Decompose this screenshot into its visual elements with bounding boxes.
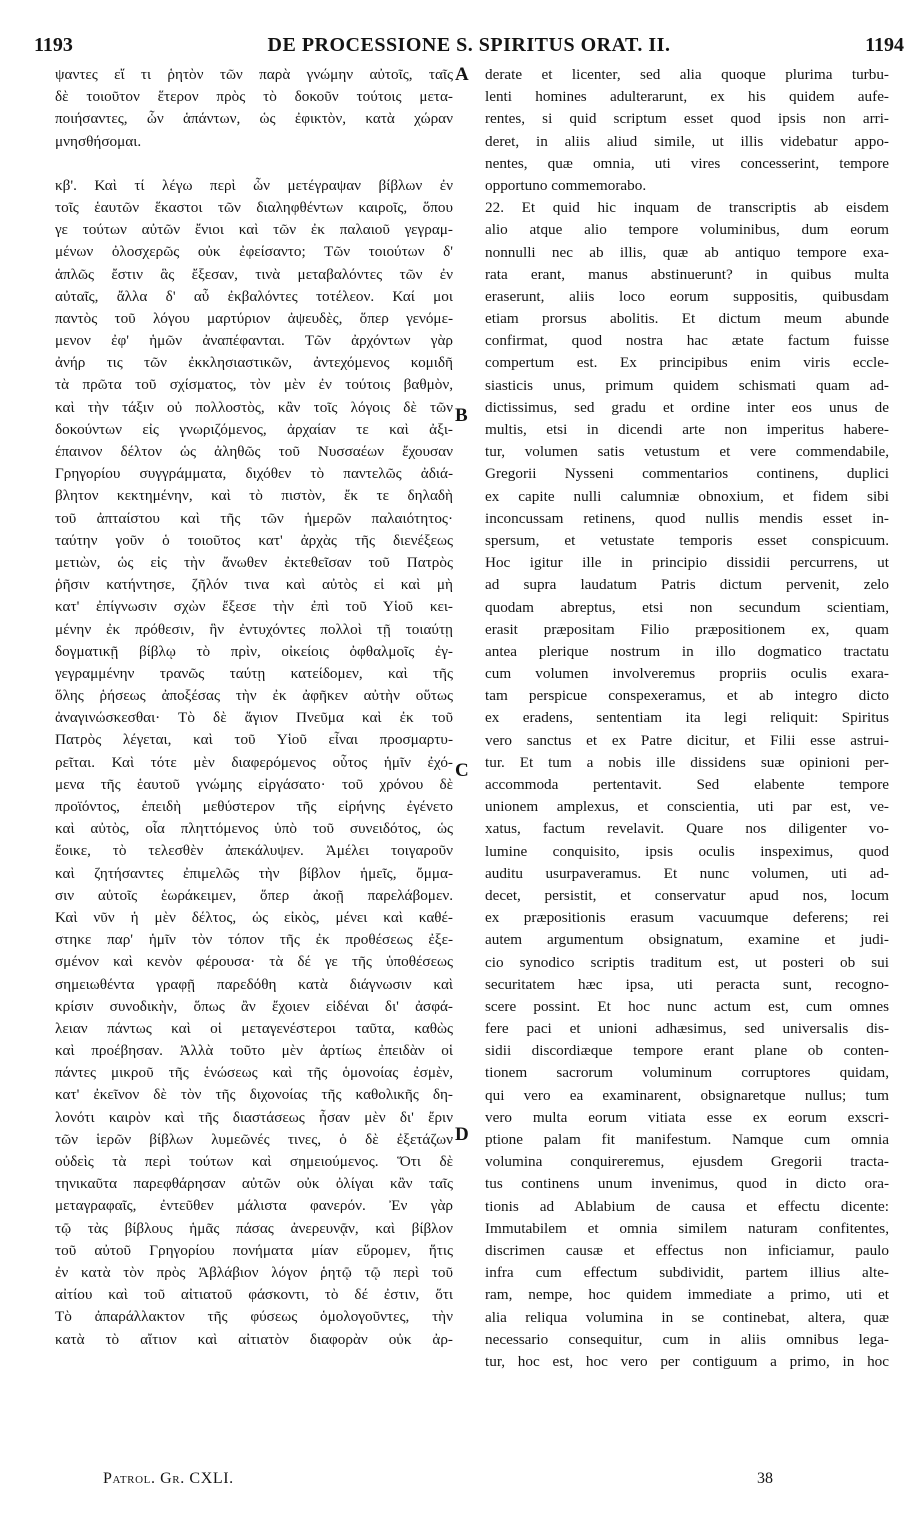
- text-line: τοῦ αὐτοῦ Γρηγορίου πονήματα μίαν εὕρομεν, ἥτις: [55, 1241, 453, 1259]
- text-line: δὲ τοιοῦτον ἕτερον πρὸς τὸ δοκοῦν τούτοις μετα-: [55, 88, 453, 106]
- text-line: ρεῖται. Καὶ τότε μὲν διαφερόμενος οὗτος ἡμῖν ἐχό-: [55, 753, 453, 771]
- running-header: [34, 32, 904, 58]
- text-line: κρίσιν συνοδικὴν, ὅπως ἂν ἔχοιεν εἰδέναι δι' ἀσφά-: [55, 997, 453, 1015]
- text-line: καὶ αὐτὸς, οἷα πληττόμενος ὑπὸ τοῦ συνειδότος, ὡς: [55, 820, 453, 838]
- text-line: κατ' ἐκεῖνον δὲ τὸν τῆς διχονοίας τῆς καθολικῆς δη-: [55, 1086, 453, 1104]
- text-line: μετιὼν, ὡς εἰς τὴν ἄνωθεν ἐκτεθεῖσαν τοῦ Πατρὸς: [55, 553, 453, 571]
- text-line: siasticis unus, primum quidem schismati quam ad-: [485, 376, 889, 394]
- text-line: τοῦ ἀπταίστου καὶ τῆς τῶν ἡμερῶν παλαιότητος·: [55, 509, 453, 527]
- text-line: μένων ὀλοσχερῶς οὐκ ἐφείσαντο; Τῶν τοιούτων δ': [55, 243, 453, 261]
- text-line: etiam prorsus abolitis. Et dictum meum abunde: [485, 310, 889, 328]
- text-line: Γρηγορίου συγγράμματα, διχόθεν τὸ παντελῶς ἀδιά-: [55, 465, 453, 483]
- text-line: τῷ τὰς βίβλους ἡμᾶς πάσας ἀνερευνᾷν, καὶ βίβλον: [55, 1219, 453, 1237]
- text-line: auditu usurpaveramus. Et nunc volumen, uti ad-: [485, 864, 889, 882]
- paragraph-gap: [55, 153, 453, 175]
- text-line: έπαινον δέλτον ὡς ἀληθῶς τοῦ Νυσσαέων ἔχουσαν: [55, 443, 453, 460]
- text-line: lenti homines adulterarunt, ex his quidem aufe-: [485, 88, 889, 106]
- running-title: DE PROCESSIONE S. SPIRITUS ORAT. II.: [267, 34, 671, 56]
- text-line: ἀνήρ τις τῶν ἐκκλησιαστικῶν, ἀντεχόμενος κομιδῆ: [55, 354, 453, 372]
- text-line: sidii discordiæque tempore erant plane ob conten-: [485, 1042, 889, 1060]
- text-line: qui vero ea examinarent, obsignaretque nullus; tum: [485, 1086, 889, 1104]
- text-line: σημειωθέντα γραφῇ παρεδόθη κατὰ διάγνωσιν καὶ: [55, 975, 453, 993]
- text-line: σμένον καὶ κενὸν φέρουσα· τὰ δέ γε τῆς ὑποθέσεως: [55, 953, 453, 971]
- text-line: vero multa eorum vitiata esse ex eorum exscri-: [485, 1108, 889, 1126]
- text-line: οὐδεὶς τὰ περὶ τούτων καὶ σημειούμενος. Ὅτι δὲ: [55, 1153, 453, 1170]
- section-marker-b: B: [455, 405, 468, 426]
- text-line: dictissimus, sed gradu et ordine inter eos unus de: [485, 398, 889, 416]
- text-line: tam perspicue conspexeramus, et ab integro dicto: [485, 687, 889, 705]
- text-line: Τὸ ἀπαράλλακτον τῆς φύσεως ὁμολογοῦντες, τὴν: [55, 1308, 453, 1326]
- text-line: μενα τῆς ἑαυτοῦ γνώμης εἰργάσατο· τοῦ χρόνου δὲ: [55, 775, 453, 793]
- section-marker-d: D: [455, 1124, 469, 1145]
- text-line: Πατρὸς λέγεται, καὶ τοῦ Υἱοῦ εἶναι προσμαρτυ-: [55, 731, 453, 749]
- text-line: ἐν κατὰ τὸν πρὸς Ἀβλάβιον λόγον ῥητῷ τῷ περὶ τοῦ: [55, 1263, 453, 1281]
- text-line: infra cum effectum subdividit, partem illius alte-: [485, 1264, 889, 1282]
- text-line: ποιήσαντες, ὧν ἁπάντων, ὡς ἐφικτὸν, κατὰ χώραν: [55, 110, 453, 128]
- text-line: πάντες μικροῦ τῆς ἑνώσεως καὶ τῆς ὁμονοίας ἐσμὲν,: [55, 1064, 453, 1082]
- text-line: antea plerique nostrum in illo dogmatico tractatu: [485, 642, 889, 660]
- text-line: μνησθήσομαι.: [55, 132, 142, 150]
- text-line: Καὶ νῦν ἡ μὲν δέλτος, ὡς εἰκὸς, μένει καὶ καθέ-: [55, 908, 453, 926]
- text-line: μενον ἐφ' ἡμῶν ἀναπέφανται. Τῶν ἀρχόντων γὰρ: [55, 332, 453, 350]
- text-line: erasit præpositam Filio præpositionem ex, quam: [485, 620, 889, 638]
- text-line: decet, persistit, et conservatur apud nos, locum: [485, 886, 889, 904]
- text-line: opportuno commemorabo.: [485, 176, 647, 194]
- text-line: γε τούτων αὐτῶν ἔνιοι καὶ τῶν ἐκ παλαιοῦ γεγραμ-: [55, 221, 453, 239]
- latin-text-column: [485, 64, 889, 1373]
- section-marker-c: C: [455, 760, 469, 781]
- text-line: αὐταῖς, ἄλλα δ' αὖ ἐκβαλόντες τοτέλεον. Καί μοι: [55, 287, 453, 305]
- text-line: ψαντες εἴ τι ῥητὸν τῶν παρὰ γνώμην αὐτοῖς, ταῖς: [55, 66, 453, 83]
- text-line: σιν αὐτοῖς ἑωράκειμεν, ὅπερ ἀκοῇ παρελάβομεν.: [55, 886, 453, 904]
- text-line: παντὸς τοῦ λόγου μαρτύριον ἀψευδὲς, ὅπερ γενόμε-: [55, 309, 453, 327]
- text-line: προϊόντος, ἐπειδὴ μεθύστερον τῆς εἰρήνης ἐγένετο: [55, 798, 453, 815]
- text-line: vero sanctus et ex Patre dicitur, et Filii esse astrui-: [485, 731, 889, 749]
- text-line: multis, etsi in dicendi arte non imperitus habere-: [485, 421, 889, 438]
- text-line: nonnulli nec ab illis, quæ ab antiquo tempore exa-: [485, 243, 889, 261]
- text-line: deret, in aliis aliud simile, ut illis videbatur appo-: [485, 132, 889, 150]
- text-line: confirmat, quod nostra hac ætate factum fuisse: [485, 332, 889, 350]
- text-line: ῥῆσιν κατήντησε, ζῆλόν τινα καὶ αὐτὸς εἰ καὶ μὴ: [55, 576, 453, 594]
- text-line: tur. Et tum a nobis ille dissidens suæ opinioni per-: [485, 753, 889, 771]
- text-line: ταύτην γοῦν ὁ τοιοῦτος κατ' ἀρχὰς τῆς διενέξεως: [55, 531, 453, 549]
- text-line: cio synodico scriptis traditum est, ut posteri ob sui: [485, 953, 889, 971]
- text-line: Gregorii Nysseni commentarios continens, duplici: [485, 465, 889, 483]
- text-line: κατὰ τὸ αἴτιον καὶ αἰτιατὸν διαφορὰν οὐκ ἀρ-: [55, 1330, 453, 1348]
- text-line: rentes, si quid scriptum esset quod ipsis non arri-: [485, 110, 889, 128]
- text-line: tur, volumen satis vetustum et vere commendabile,: [485, 443, 889, 461]
- text-line: volumina conquireremus, ejusdem Gregorii tracta-: [485, 1153, 889, 1171]
- greek-text-column: [55, 64, 453, 1351]
- text-line: inconcussam retinens, quod nullis mendis esset in-: [485, 509, 889, 527]
- text-line: 22. Et quid hic inquam de transcriptis ab eisdem: [485, 199, 889, 217]
- text-line: γεγραμμένην τρανῶς ταύτῃ κατείδομεν, καὶ τῆς: [55, 664, 453, 682]
- text-line: ram, nempe, hoc quidem immediate a primo, uti et: [485, 1286, 889, 1304]
- text-line: ἔοικε, τὸ τελεσθὲν ἀπεκάλυψεν. Ἀμέλει τοιγαροῦν: [55, 842, 453, 860]
- text-line: alia reliqua volumina in se continebat, altera, quæ: [485, 1308, 889, 1326]
- text-line: Hoc igitur ille in principio dissidii percurrens, ut: [485, 554, 889, 572]
- text-line: λειαν πάντως καὶ οἱ μεταγενέστεροι ταῦτα, καθὼς: [55, 1019, 453, 1037]
- text-line: lumine conquisito, ipsis oculis inspeximus, quod: [485, 842, 889, 860]
- text-line: tionem sacrorum voluminum corruptores quidam,: [485, 1064, 889, 1082]
- text-line: compertum est. Ex principibus enim viris eccle-: [485, 354, 889, 372]
- text-line: κβ'. Καὶ τί λέγω περὶ ὧν μετέγραψαν βίβλων ἐν: [55, 176, 453, 194]
- text-line: δοκούντων εἰς γνωριζόμενος, ἀρχαίαν τε καὶ ἀξι-: [55, 420, 453, 438]
- text-line: δογματικῇ βίβλῳ τὸ πρὶν, οἰκείοις ὀφθαλμοῖς ἐγ-: [55, 642, 453, 660]
- text-line: λονότι καιρὸν καὶ τῆς διαστάσεως ἦσαν μὲν δι' ἔριν: [55, 1108, 453, 1126]
- text-line: βλητον κεκτημένην, καὶ τὸ πιστὸν, ἔκ τε δηλαδὴ: [55, 487, 453, 505]
- text-line: eraserunt, aliis loco eorum suppositis, quibusdam: [485, 287, 889, 305]
- text-line: necessario consequitur, cum in aliis omnibus lega-: [485, 1330, 889, 1348]
- text-line: ptione palam fit manifestum. Namque cum omnia: [485, 1131, 889, 1148]
- text-line: τοῖς ἑαυτῶν ἕκαστοι τῶν διαληφθέντων καιροῖς, ὅπου: [55, 198, 453, 216]
- text-line: ad supra laudatum Patris dictum pervenit, zelo: [485, 576, 889, 594]
- text-line: scere possint. Et hoc nunc actum est, cum omnes: [485, 997, 889, 1015]
- text-line: μεταγραφαῖς, ἐντεῦθεν μάλιστα φανερόν. Ἐν γὰρ: [55, 1197, 453, 1215]
- text-line: fere paci et unioni adhæsimus, sed universalis dis-: [485, 1020, 889, 1038]
- page-number-left: 1193: [34, 34, 73, 56]
- text-line: accommoda pertentavit. Sed elabente tempore: [485, 776, 889, 793]
- text-line: autem argumentum obsignatum, examine et judi-: [485, 931, 889, 949]
- text-line: quodam abreptus, etsi non secundum scientiam,: [485, 598, 889, 616]
- text-line: rata erant, manus abstinuerunt? in quibus multa: [485, 265, 889, 283]
- text-line: καὶ τὴν τάξιν οὐ πολλοστὸς, κἂν τοῖς λόγοις δὲ τῶν: [55, 398, 453, 416]
- footer-sheet-number: 38: [757, 1470, 773, 1487]
- text-line: καὶ προέβησαν. Ἀλλὰ τοῦτο μὲν ἀρτίως ἐπειδὰν οἱ: [55, 1042, 453, 1060]
- text-line: securitatem hæc ipsa, uti peracta sunt, recogno-: [485, 975, 889, 993]
- text-line: ὅλης ῥήσεως ἀποξέσας τὴν ἐκ ἀφῆκεν αὐτὴν οὕτως: [55, 687, 453, 705]
- text-line: ex capite nulli calumniæ obnoxium, et fidem sibi: [485, 487, 889, 505]
- text-line: xatus, factum revelavit. Quare nos diligenter vo-: [485, 820, 889, 838]
- text-line: ἁπλῶς ἔστιν ἃς ἔξεσαν, τινὰ μεταβαλόντες τῶν ἐν: [55, 265, 453, 283]
- text-line: ex eradens, sententiam ita legi reliquit: Spiritus: [485, 709, 889, 727]
- text-line: tionis ad Ablabium de causa et effectu dicente:: [485, 1197, 889, 1215]
- text-line: tus continens unum invenimus, quod in dicto ora-: [485, 1175, 889, 1193]
- footer-volume: Patrol. Gr. CXLI.: [103, 1470, 234, 1487]
- text-line: καὶ ζητήσαντες ἐπιμελῶς τὴν βίβλον ἡμεῖς, ὄμμα-: [55, 864, 453, 882]
- text-line: αἰτίου καὶ τοῦ αἰτιατοῦ φάσκοντι, τὸ δέ ἐστιν, ὅτι: [55, 1286, 453, 1304]
- text-line: discrimen causæ et effectus non inficiamur, paulo: [485, 1241, 889, 1259]
- text-line: μένην ἐκ πρόθεσιν, ἣν ἐντυχόντες πολλοὶ τῇ τοιαύτῃ: [55, 620, 453, 638]
- text-line: cum volumen involveremus propriis oculis exara-: [485, 665, 889, 683]
- text-line: τὰ πρῶτα τοῦ σχίσματος, τὸν μὲν ἐν τούτοις βαθμὸν,: [55, 376, 453, 394]
- text-line: Immutabilem et omnia similem naturam confitentes,: [485, 1219, 889, 1237]
- text-line: tur, hoc est, hoc vero per contiguum a primo, in hoc: [485, 1352, 889, 1370]
- text-line: στηκε παρ' ἡμῖν τὸν τόπον τῆς ἐκ προθέσεως ἐξε-: [55, 931, 453, 949]
- text-line: nentes, quæ omnia, uti vires concesserint, tempore: [485, 154, 889, 172]
- text-line: ex præpositionis erasum vacuumque deferens; rei: [485, 909, 889, 927]
- text-line: unionem amplexus, et conscientia, uti par est, ve-: [485, 798, 889, 816]
- text-line: τηνικαῦτα παρεφθάρησαν αὐτῶν οὐκ ὀλίγαι κἂν ταῖς: [55, 1175, 453, 1193]
- text-line: τῶν ἱερῶν βίβλων λυμεῶνές τινες, ὁ δὲ ἐξετάζων: [55, 1130, 453, 1148]
- text-line: ἀναγινώσκεσθαι· Τὸ δὲ ἅγιον Πνεῦμα καὶ ἐκ τοῦ: [55, 709, 453, 727]
- page-number-right: 1194: [865, 34, 904, 56]
- section-marker-a: A: [455, 64, 469, 85]
- text-line: spersum, et vetustate temporis esset conspicuum.: [485, 531, 889, 549]
- text-line: derate et licenter, sed alia quoque plurima turbu-: [485, 66, 889, 83]
- text-line: κατ' ἐπίγνωσιν σχὼν ἔξεσε τὴν ἐπὶ τοῦ Υἱοῦ κει-: [55, 598, 453, 616]
- text-line: alio atque alio tempore voluminibus, dum eorum: [485, 221, 889, 239]
